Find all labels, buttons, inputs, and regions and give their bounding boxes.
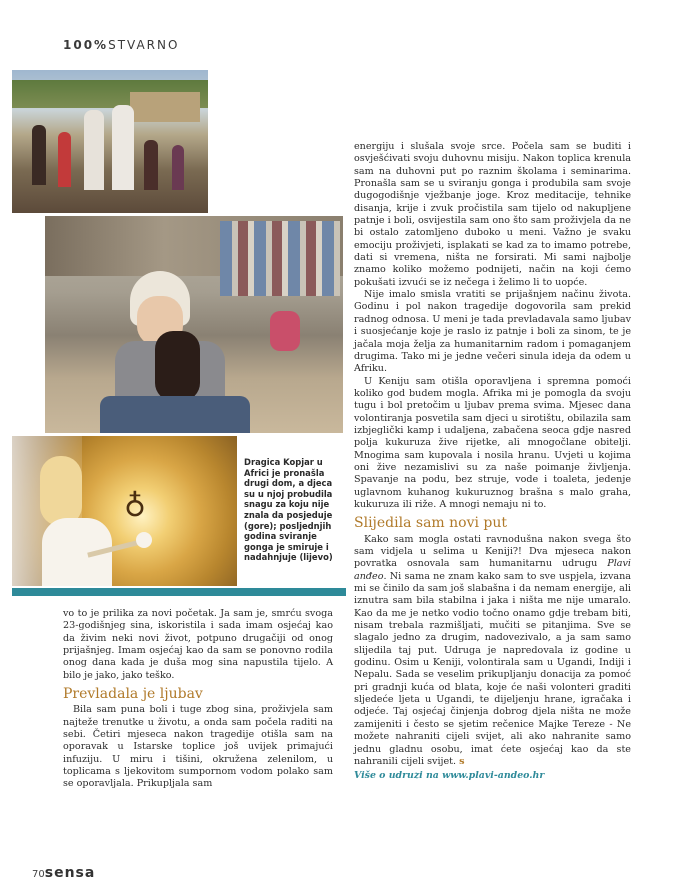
photo-caption: Dragica Kopjar u Africi je pronašla drugi dom, a djeca su u njoj probudila snagu za koju nije znala da posjeduje (gore); posljednjih godina sviranje gonga je smiruje i nadahnjuje (lijevo) (244, 457, 333, 563)
end-mark: s (459, 755, 465, 767)
section-label-bold: 100% (63, 38, 109, 52)
heading-slijedila: Slijedila sam novi put (354, 515, 508, 532)
teal-divider (12, 588, 346, 596)
organization-name: Plavi anđeo (354, 558, 631, 582)
left-paragraph-2: Bila sam puna boli i tuge zbog sina, proživjela sam najteže trenutke u životu, a onda sam počela raditi na sebi. Četiri mjeseca nakon tragedije otišla sam na oporavak u Istarske toplice još uvijek primajući infuziju. U miru i tišini, okružena zelenilom, u toplicama s ljekovitom sumpornom vodom polako sam se oporavljala. Prikupljala sam (63, 704, 333, 790)
right-paragraph-4-b: . Ni sama ne znam kako sam to sve uspjela, izvana mi se činilo da sam još slabašna i da nemam energije, ali iznutra sam bila stabilna i jaka i ništa me nije umaralo. Kao da me je netko vodio točno onamo gdje trebam biti, nisam trebala razmišljati, mučiti se pitanjima. Sve se slagalo jedno za drugim, nadovezivalo, a ja sam samo slijedila taj put. Udruga je napredovala iz godine u godinu. Osim u Keniji, volontirala sam u Ugandi, Indiji i Nepalu. Sada se veselim prikupljanju donacija za pomoć pri gradnji kuća od blata, koje će naši volonteri graditi sljedeće ljeta u Ugandi, te dijeljenju hrane, igračaka i odjeće. Taj osjećaj činjenja dobrog djela ništa ne može zamijeniti i često se sjetim rečenice Majke Tereze - Ne možete nahraniti cijeli svijet, ali ako nahranite samo jednu gladnu osobu, imat ćete osjećaj kao da ste nahranili cijeli svijet. (354, 570, 631, 767)
gong-playing-photo (12, 436, 237, 586)
left-paragraph-1: vo to je prilika za novi početak. Ja sam je, smrću svoga 23-godišnjeg sina, iskoristila i sada imam osjećaj kao da živim neki novi život, potpuno drugačiji od onog prijašnjeg. Imam osjećaj kao da sam se ponovno rodila onog dana kada je duša mog sina napustila tijelo. A bilo je jako, jako teško. (63, 608, 333, 681)
children-village-photo (12, 70, 208, 213)
right-paragraph-1: energiju i slušala svoje srce. Počela sam se buditi i osvješćivati svoju duhovnu misiju. Nakon toplica krenula sam na duhovni put po raznim školama i seminarima. Pronašla sam se u sviranju gonga i produbila sam svoje dugogodišnje vježbanje joge. Kroz meditacije, tehnike disanja, krije i zvuk pročistila sam tijelo od nakupljene patnje i boli, osvijestila sam ono što sam proživjela da ne bi ostalo zatomljeno duboko u meni. Važno je svaku emociju proživjeti, isplakati se kad za to imamo potrebe, dati si vremena, ništa ne forsirati. Mi sami najbolje znamo koliko možemo podnijeti, način na koji ćemo pokušati izvući se iz nečega i želimo li to uopće. (354, 141, 631, 288)
page-footer (32, 862, 95, 881)
section-label-rest: STVARNO (108, 38, 180, 52)
woman-with-child-photo (42, 213, 346, 436)
gong-symbol-icon: ♁ (124, 489, 146, 524)
left-column (63, 608, 333, 791)
right-paragraph-4-a: Kako sam mogla ostati ravnodušna nakon svega što sam vidjela u selima u Keniji?! Dva mjeseca nakon povratka osnovala sam humanitarnu udrugu (354, 533, 631, 570)
right-column (354, 141, 631, 783)
right-paragraph-3: U Keniju sam otišla oporavljena i spremna pomoći koliko god budem mogla. Afrika mi je pomogla da svoju tugu i bol pretočim u ljubav prema svima. Mjesec dana volontiranja posvetila sam djeci u sirotištu, obilazila sam izbjeglički kamp i udaljena, zabačena seoca gdje nasred polja kukuruza žive rijetke, ali mnogočlane obitelji. Mnogima sam kupovala i nosila hranu. Uvjeti u kojima oni žive nezamislivi su za naše poimanje življenja. Spavanje na podu, bez struje, vode i toaleta, jedenje uglavnom kuhanog kukuruznog brašna s malo graha, kukuruza ili riže. A mnogi nemaju ni to. (354, 375, 631, 510)
magazine-brand: sensa (44, 865, 96, 881)
section-label (63, 38, 179, 52)
right-paragraph-2: Nije imalo smisla vratiti se prijašnjem načinu života. Godinu i pol nakon tragedije dogovorila sam prekid radnog odnosa. U meni je tada prevladavala samo ljubav i suosjećanje koje je raslo iz patnje i boli za sinom, te je jačala moja želja za humanitarnim radom i pomaganjem drugima. Tako mi je jedne večeri sinula ideja da odem u Afriku. (354, 289, 631, 375)
website-link[interactable]: Više o udruzi na www.plavi-andeo.hr (354, 770, 545, 782)
page-number: 70 (32, 869, 45, 880)
heading-prevladala: Prevladala je ljubav (63, 686, 203, 703)
right-paragraph-4 (354, 534, 631, 769)
